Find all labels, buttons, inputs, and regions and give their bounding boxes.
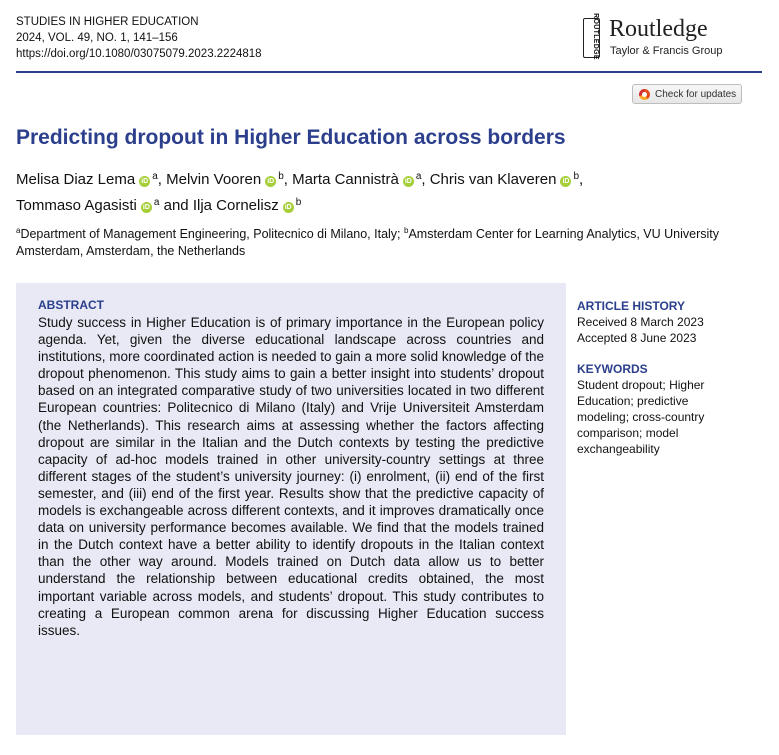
check-for-updates-label: Check for updates xyxy=(655,88,737,100)
received-date: Received 8 March 2023 xyxy=(577,315,704,329)
publisher-name: Routledge xyxy=(609,16,708,42)
affiliations: $^a$Department of Management Engineering, Politecnico di Milano, Italy; $^b$Amsterdam Center for Learning Analytics, VU University Amsterdam, Amsterdam, the Netherlands xyxy=(16,226,720,259)
author[interactable]: Tommaso Agasisti iD $^a$ xyxy=(16,197,160,214)
author[interactable]: Melvin Vooren iD $^b$ xyxy=(166,171,284,188)
journal-doi[interactable]: https://doi.org/10.1080/03075079.2023.2224818 xyxy=(16,48,262,60)
orcid-icon[interactable]: iD xyxy=(142,204,150,211)
author[interactable]: Chris van Klaveren iD $^b$ xyxy=(429,171,580,188)
article-history xyxy=(577,298,704,346)
keywords-text: Student dropout; Higher Education; predictive modeling; cross-country comparison; model exchangeability xyxy=(577,378,705,456)
keywords xyxy=(577,361,737,457)
orcid-icon[interactable]: iD xyxy=(267,178,275,185)
author[interactable]: Melisa Diaz Lema iD $^a$ xyxy=(16,171,158,188)
publisher-logo xyxy=(583,14,763,62)
author[interactable]: Marta Cannistrà iD $^a$ xyxy=(292,171,422,188)
accepted-date: Accepted 8 June 2023 xyxy=(577,331,697,345)
keywords-heading: KEYWORDS xyxy=(577,362,648,376)
article-title: Predicting dropout in Higher Education across borders xyxy=(16,126,566,149)
author[interactable]: Ilja Cornelisz iD $^b$ xyxy=(192,197,302,214)
author-conjunction: and xyxy=(163,197,189,214)
publisher-group: Taylor & Francis Group xyxy=(610,45,723,57)
orcid-icon[interactable]: iD xyxy=(284,204,292,211)
routledge-mark-icon: ROUTLEDGE xyxy=(583,18,600,58)
orcid-icon[interactable]: iD xyxy=(404,178,412,185)
header-divider xyxy=(16,71,762,73)
article-history-heading: ARTICLE HISTORY xyxy=(577,299,686,313)
check-for-updates-button[interactable] xyxy=(632,84,742,104)
abstract-heading: ABSTRACT xyxy=(38,298,104,312)
author-list: Melisa Diaz Lema iD $^a$, Melvin Vooren iD $^b$, Marta Cannistrà iD $^a$, Chris van Klaveren iD $^b$, Tommaso Agasisti iD $^a$ and Ilja Cornelisz iD $^b$ xyxy=(16,171,584,214)
orcid-icon[interactable]: iD xyxy=(141,178,149,185)
abstract-text: Study success in Higher Education is of primary importance in the European policy agenda. Yet, given the diverse educational landscape across countries and institutions, more coordinated action is needed to gain a more solid knowledge of the dropout phenomenon. This study aims to gain a better insight into students’ dropout based on an integrated comparative study of two universities located in two different European countries: Politecnico di Milano (Italy) and Vrije Universiteit Amsterdam (the Netherlands). This research aims at assessing whether the factors affecting dropout are similar in the Italian and the Dutch contexts by testing the predictive capacity of ad-hoc models trained in other university-country settings at three different stages of the student’s university journey: (i) enrolment, (ii) end of the first semester, and (iii) end of the first year. Results show that the predictive capacity of models is exchangeable across different contexts, and it improves dramatically once data on university performance becomes available. We find that the models trained in the Dutch context have a better ability to identify dropouts in the Italian context than the other way around. Models trained on Dutch data allow us to better understand the relationship between educational credits obtained, the most important variable across models, and students’ dropout. This study contributes to creating a European common arena for discussing Higher Education success issues. xyxy=(38,315,544,638)
journal-volume: 2024, VOL. 49, NO. 1, 141–156 xyxy=(16,32,178,44)
crossmark-icon xyxy=(639,89,650,100)
orcid-icon[interactable]: iD xyxy=(562,178,570,185)
journal-name: STUDIES IN HIGHER EDUCATION xyxy=(16,16,199,28)
journal-info xyxy=(16,14,262,62)
